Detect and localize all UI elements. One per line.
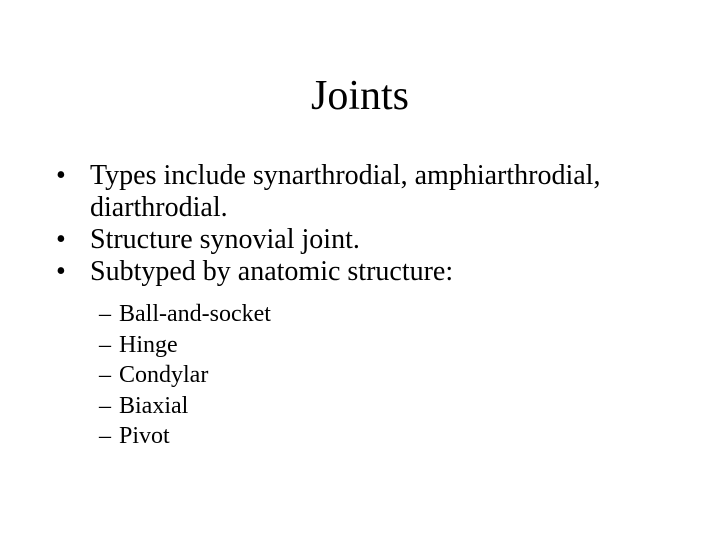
sub-bullet-marker: – (99, 392, 111, 419)
slide-title (0, 70, 720, 122)
sub-bullet-text: Hinge (119, 331, 178, 358)
bullet-text: Structure synovial joint. (90, 224, 360, 255)
slide-title-text: Joints (310, 73, 410, 119)
bullet-text: Types include synarthrodial, amphiarthrodial, diarthrodial. (90, 160, 601, 223)
sub-bullet-marker: – (99, 423, 111, 449)
sub-bullet-text: Pivot (119, 423, 170, 449)
sub-bullet-text: Condylar (119, 362, 209, 388)
bullet-list (56, 160, 676, 288)
sub-bullet-item (99, 391, 271, 422)
bullet-item (56, 224, 676, 256)
sub-bullet-text: Ball-and-socket (119, 301, 271, 327)
bullet-marker: • (56, 160, 66, 191)
bullet-text: Subtyped by anatomic structure: (90, 256, 454, 287)
bullet-item (56, 160, 676, 224)
sub-bullet-item (99, 360, 271, 391)
sub-bullet-marker: – (99, 362, 111, 388)
bullet-marker: • (56, 224, 66, 255)
sub-bullet-text: Biaxial (119, 392, 189, 419)
sub-bullet-item (99, 299, 271, 330)
bullet-item (56, 256, 676, 288)
sub-bullet-item (99, 330, 271, 361)
sub-bullet-list (99, 299, 271, 452)
sub-bullet-marker: – (99, 301, 111, 327)
bullet-marker: • (56, 256, 66, 287)
sub-bullet-marker: – (99, 331, 111, 358)
sub-bullet-item (99, 421, 271, 452)
